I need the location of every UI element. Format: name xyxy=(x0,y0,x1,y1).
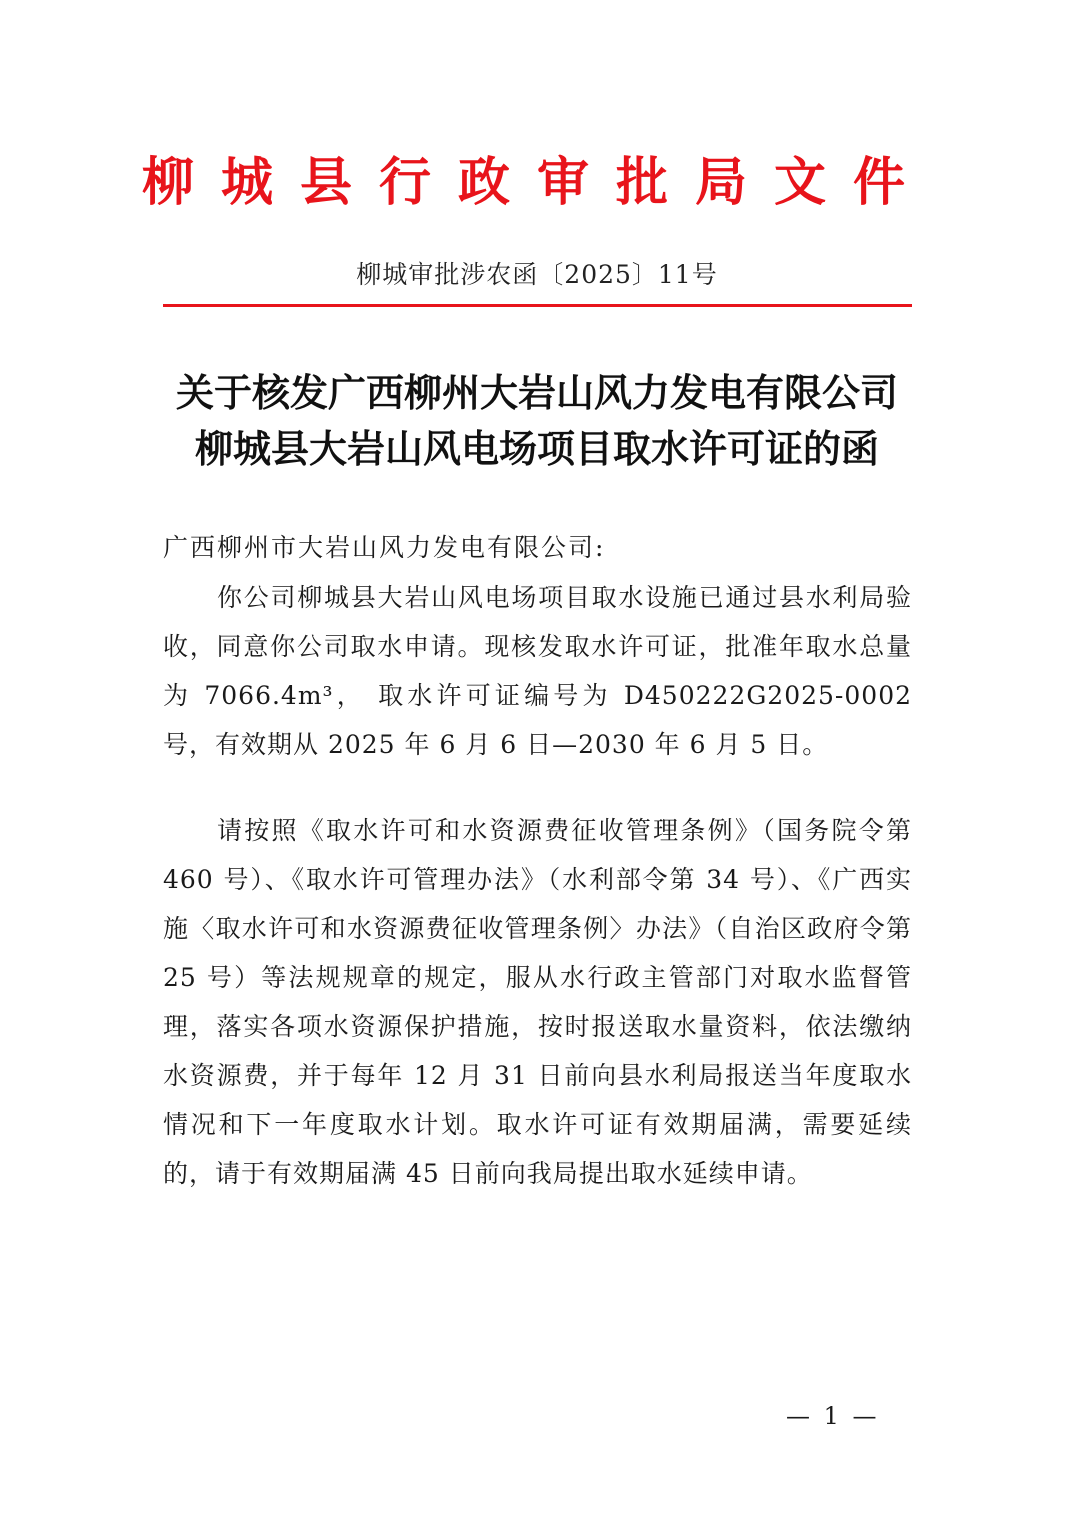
body-paragraph-1: 你公司柳城县大岩山风电场项目取水设施已通过县水利局验收，同意你公司取水申请。现核发取水许可证，批准年取水总量为 7066.4m³， 取水许可证编号为 D450222G2025-0002 号，有效期从 2025 年 6 月 6 日—2030 年 6 月 5 日。 xyxy=(163,583,912,759)
title-line-1: 关于核发广西柳州大岩山风力发电有限公司 xyxy=(175,370,898,415)
page-number: — 1 — xyxy=(786,1402,880,1430)
body-paragraph-2: 请按照《取水许可和水资源费征收管理条例》（国务院令第 460 号）、《取水许可管理办法》（水利部令第 34 号）、《广西实施〈取水许可和水资源费征收管理条例〉办法》（自治区政府令第 25 号）等法规规章的规定，服从水行政主管部门对取水监督管理，落实各项水资源保护措施，按时报送取水量资料，依法缴纳水资源费，并于每年 12 月 31 日前向县水利局报送当年度取水情况和下一年度取水计划。取水许可证有效期届满，需要延续的，请于有效期届满 45 日前向我局提出取水延续申请。 xyxy=(163,816,912,1188)
document-number: 柳城审批涉农函〔2025〕11号 xyxy=(356,260,718,289)
issuer-header: 柳城县行政审批局文件 xyxy=(141,153,932,213)
document-title xyxy=(130,365,944,477)
salutation: 广西柳州市大岩山风力发电有限公司: xyxy=(163,533,606,562)
title-line-2: 柳城县大岩山风电场项目取水许可证的函 xyxy=(194,426,879,471)
red-divider xyxy=(163,304,912,307)
